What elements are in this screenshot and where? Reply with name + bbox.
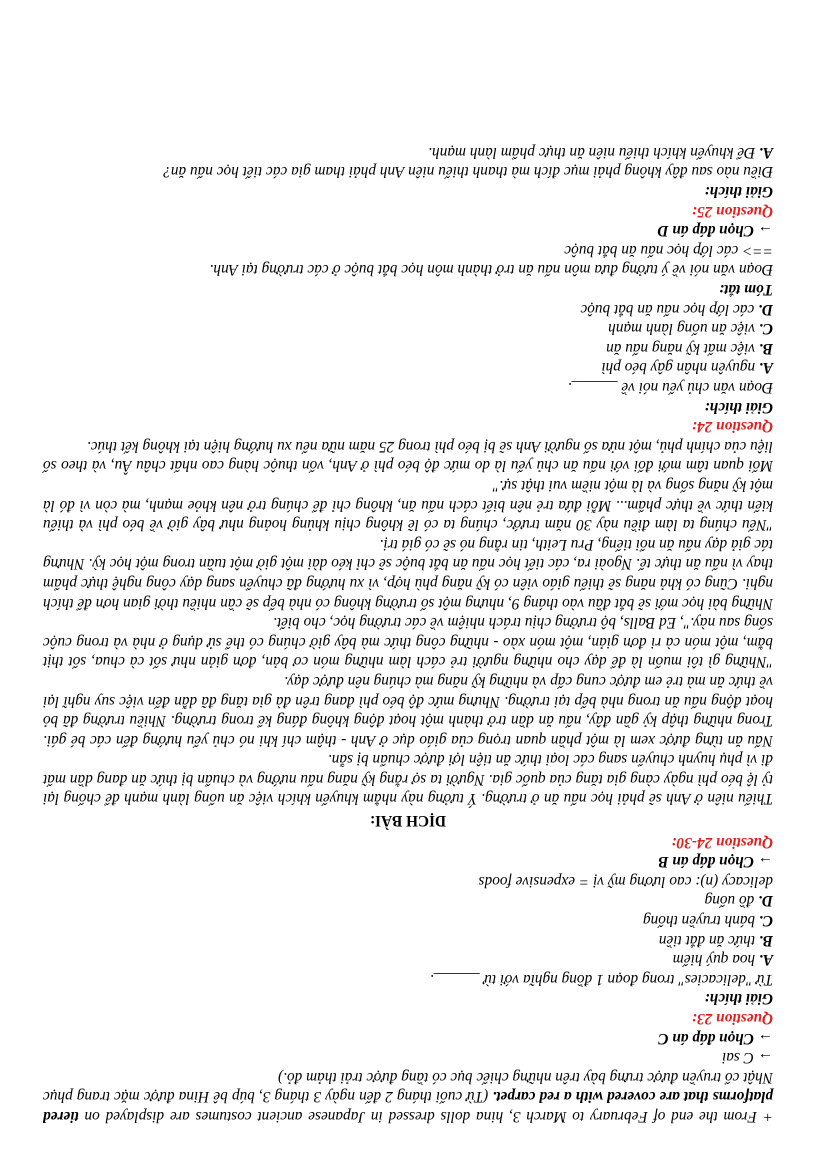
option-key: B. xyxy=(758,931,773,949)
option-text: việc mất kỹ năng nấu ăn xyxy=(606,339,759,357)
intro-bold-text: tiered platforms that are covered with a red carpet. xyxy=(43,1088,773,1125)
question-24-30-heading: Question 24-30: xyxy=(671,833,773,851)
summary-label: Tóm tắt: xyxy=(719,281,773,299)
option-key: A. xyxy=(758,359,773,377)
answer-b: → Chọn đáp án B xyxy=(658,853,773,871)
question-23-prompt: Từ "delicacies" trong đoạn 1 đồng nghĩa với từ ______. xyxy=(429,970,773,988)
q23-option-a xyxy=(43,950,773,970)
q24-option-c xyxy=(43,319,773,339)
question-25-prompt: Điều nào sau đây không phải mục đích mà thanh thiếu niên Anh phải tham gia các tiết học nấu ăn? xyxy=(163,163,773,181)
q23-option-c xyxy=(43,910,773,930)
translation-paragraph-1: Thiếu niên ở Anh sẽ phải học nấu ăn ở trường. Ý tưởng này nhằm khuyến khích việc ăn uống lành mạnh để chống lại tỷ lệ béo phì ngày càng gia tăng của quốc gia. Người ta sợ rằng kỹ năng nấu nướng và chuẩn bị thức ăn đang dần mất đi vì phụ huynh chuyển sang các loại thức ăn tiện lợi được chuẩn bị sẵn. xyxy=(43,751,773,808)
line-c-sai: → C sai xyxy=(722,1049,773,1067)
q23-definition: delicacy (n): cao lương mỹ vị = expensive foods xyxy=(478,872,773,890)
question-25-heading: Question 25: xyxy=(691,202,773,220)
intro-translation: (Từ cuối tháng 2 đến ngày 3 tháng 3, búp bê Hina được mặc trang phục Nhật cổ truyền được trưng bày trên những chiếc bục có tầng được trải thảm đỏ.) xyxy=(43,1068,773,1106)
q23-option-b xyxy=(43,930,773,950)
translation-paragraph-5: "Nếu chúng ta làm điều này 30 năm trước, chúng ta có lẽ không chịu khủng hoảng như bây giờ về béo phì và thiếu kiến thức về thực phẩm... Mỗi đứa trẻ nên biết cách nấu ăn, không chỉ để chúng trở nên khỏe mạnh, mà còn vì đó là một kỹ năng sống và là một niềm vui thật sự." xyxy=(43,477,773,534)
answer-c: → Chọn đáp án C xyxy=(658,1029,773,1047)
q24-option-b xyxy=(43,338,773,358)
question-24-heading: Question 24: xyxy=(691,418,773,436)
translation-paragraph-6: Mối quan tâm mới đối với nấu ăn chủ yếu là do mức độ béo phì ở Anh, vốn thuộc hàng cao nhất châu Âu, và theo số liệu của chính phủ, một nửa số người Anh sẽ bị béo phì trong 25 năm nữa nếu xu hướng hiện tại không kết thúc. xyxy=(43,437,773,475)
option-key: C. xyxy=(758,320,773,338)
translation-heading: DỊCH BÀI: xyxy=(369,812,447,830)
q25-option-a xyxy=(43,142,773,162)
option-text: các lớp học nấu ăn bắt buộc xyxy=(580,300,759,318)
translation-paragraph-3: "Những gì tôi muốn là để dạy cho những người trẻ cách làm những món cơ bản, đơn giản như sốt cà chua, sốt thịt bằm, một món cà ri đơn giản, một món xào - những công thức mà bây giờ chúng có thể sử dụng ở nhà và trong cuộc sống sau này.", Ed Balls, bộ trưởng chịu trách nhiệm về các trường học, cho biết. xyxy=(43,614,773,671)
option-key: A. xyxy=(758,951,773,969)
q23-option-d xyxy=(43,891,773,911)
question-23-heading: Question 23: xyxy=(691,1010,773,1028)
answer-d: → Chọn đáp án D xyxy=(657,222,773,240)
summary-conclusion: ==> các lớp học nấu ăn bắt buộc xyxy=(564,241,773,259)
option-key: A. xyxy=(758,143,773,161)
summary-text: Đoạn văn nói về ý tưởng đưa môn nấu ăn trở thành môn học bắt buộc ở các trường tại Anh. xyxy=(209,261,773,279)
translation-paragraph-4: Những bài học mới sẽ bắt đầu vào tháng 9, nhưng một số trường không có nhà bếp sẽ cần nhiều thời gian hơn để thích nghi. Cũng có khả năng sẽ thiếu giáo viên có kỹ năng phù hợp, vì xu hướng đã chuyển sang dạy công nghệ thực phẩm thay vì nấu ăn thực tế. Ngoài ra, các tiết học nấu ăn bắt buộc sẽ chỉ kéo dài một giờ một tuần trong một học kỳ. Nhưng tác giả dạy nấu ăn nổi tiếng, Pru Leith, tin rằng nó sẽ có giá trị. xyxy=(43,535,773,612)
q24-option-a xyxy=(43,358,773,378)
explanation-label-23: Giải thích: xyxy=(704,990,773,1008)
option-key: D. xyxy=(758,300,773,318)
option-text: hoa quý hiếm xyxy=(672,951,759,969)
question-24-prompt: Đoạn văn chủ yếu nói về ______. xyxy=(567,379,773,397)
option-text: đồ uống xyxy=(704,892,759,910)
explanation-label-25: Giải thích: xyxy=(704,183,773,201)
explanation-label-24: Giải thích: xyxy=(704,398,773,416)
option-text: Để khuyến khích thiếu niên ăn thực phẩm lành mạnh. xyxy=(428,143,759,161)
intro-paragraph xyxy=(43,1067,773,1126)
option-key: D. xyxy=(758,892,773,910)
option-text: việc ăn uống lành mạnh xyxy=(608,320,759,338)
q24-option-d xyxy=(43,299,773,319)
translation-paragraph-2: Nấu ăn từng được xem là một phần quan trọng của giáo dục ở Anh - thậm chí khi nó chủ yếu hướng đến các bé gái. Trong những thập kỷ gần đây, nấu ăn dần trở thành một hoạt động không đáng kể trong trường. Nhiều trường đã bỏ hoạt động nấu ăn trong nhà bếp tại trường. Nhưng mức độ béo phì đang trên đà gia tăng đã dẫn đến việc suy nghĩ lại về thức ăn mà trẻ em được cung cấp và những kỹ năng mà chúng nên được dạy. xyxy=(43,672,773,749)
intro-text: + From the end of February to March 3, hina dolls dressed in Japanese ancient costumes are displayed on xyxy=(78,1108,773,1125)
document-content xyxy=(43,142,773,1126)
option-text: thức ăn đắt tiền xyxy=(658,931,759,949)
option-text: bánh truyền thống xyxy=(642,912,759,930)
option-text: nguyên nhân gây béo phì xyxy=(601,359,759,377)
option-key: C. xyxy=(758,912,773,930)
option-key: B. xyxy=(758,339,773,357)
